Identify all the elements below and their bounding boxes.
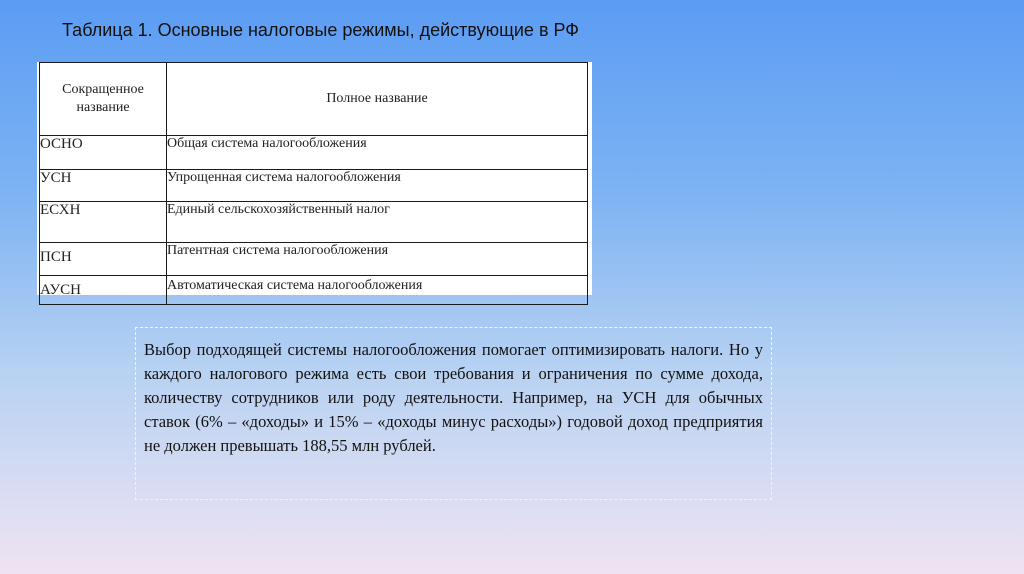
row-short-name: ПСН — [40, 243, 167, 276]
header-short-name: Сокращенное название — [40, 63, 167, 136]
table-header-row — [40, 63, 588, 136]
header-full-name: Полное название — [167, 63, 588, 136]
note-box — [135, 327, 772, 500]
row-short-name: ЕСХН — [40, 202, 167, 243]
row-full-name: Автоматическая система налогообложения — [167, 276, 588, 305]
row-full-name: Патентная система налогообложения — [167, 243, 588, 276]
slide-title: Таблица 1. Основные налоговые режимы, действующие в РФ — [62, 20, 579, 40]
table-row — [40, 276, 588, 305]
row-short-name: АУСН — [40, 276, 167, 305]
row-full-name: Общая система налогообложения — [167, 136, 588, 170]
note-text: Выбор подходящей системы налогообложения помогает оптимизировать налоги. Но у каждого налогового режима есть свои требования и ограничения по сумме дохода, количеству сотрудников или роду деятельности. Например, на УСН для обычных ставок (6% – «доходы» и 15% – «доходы минус расходы») годовой доход предприятия не должен превышать 188,55 млн рублей. — [144, 340, 763, 455]
tax-regimes-table — [39, 62, 588, 305]
row-short-name: УСН — [40, 170, 167, 202]
table-row — [40, 202, 588, 243]
table-row — [40, 136, 588, 170]
row-full-name: Упрощенная система налогообложения — [167, 170, 588, 202]
tax-regimes-table-container — [37, 62, 592, 298]
table-row — [40, 243, 588, 276]
row-full-name: Единый сельскохозяйственный налог — [167, 202, 588, 243]
table-row — [40, 170, 588, 202]
row-short-name: ОСНО — [40, 136, 167, 170]
